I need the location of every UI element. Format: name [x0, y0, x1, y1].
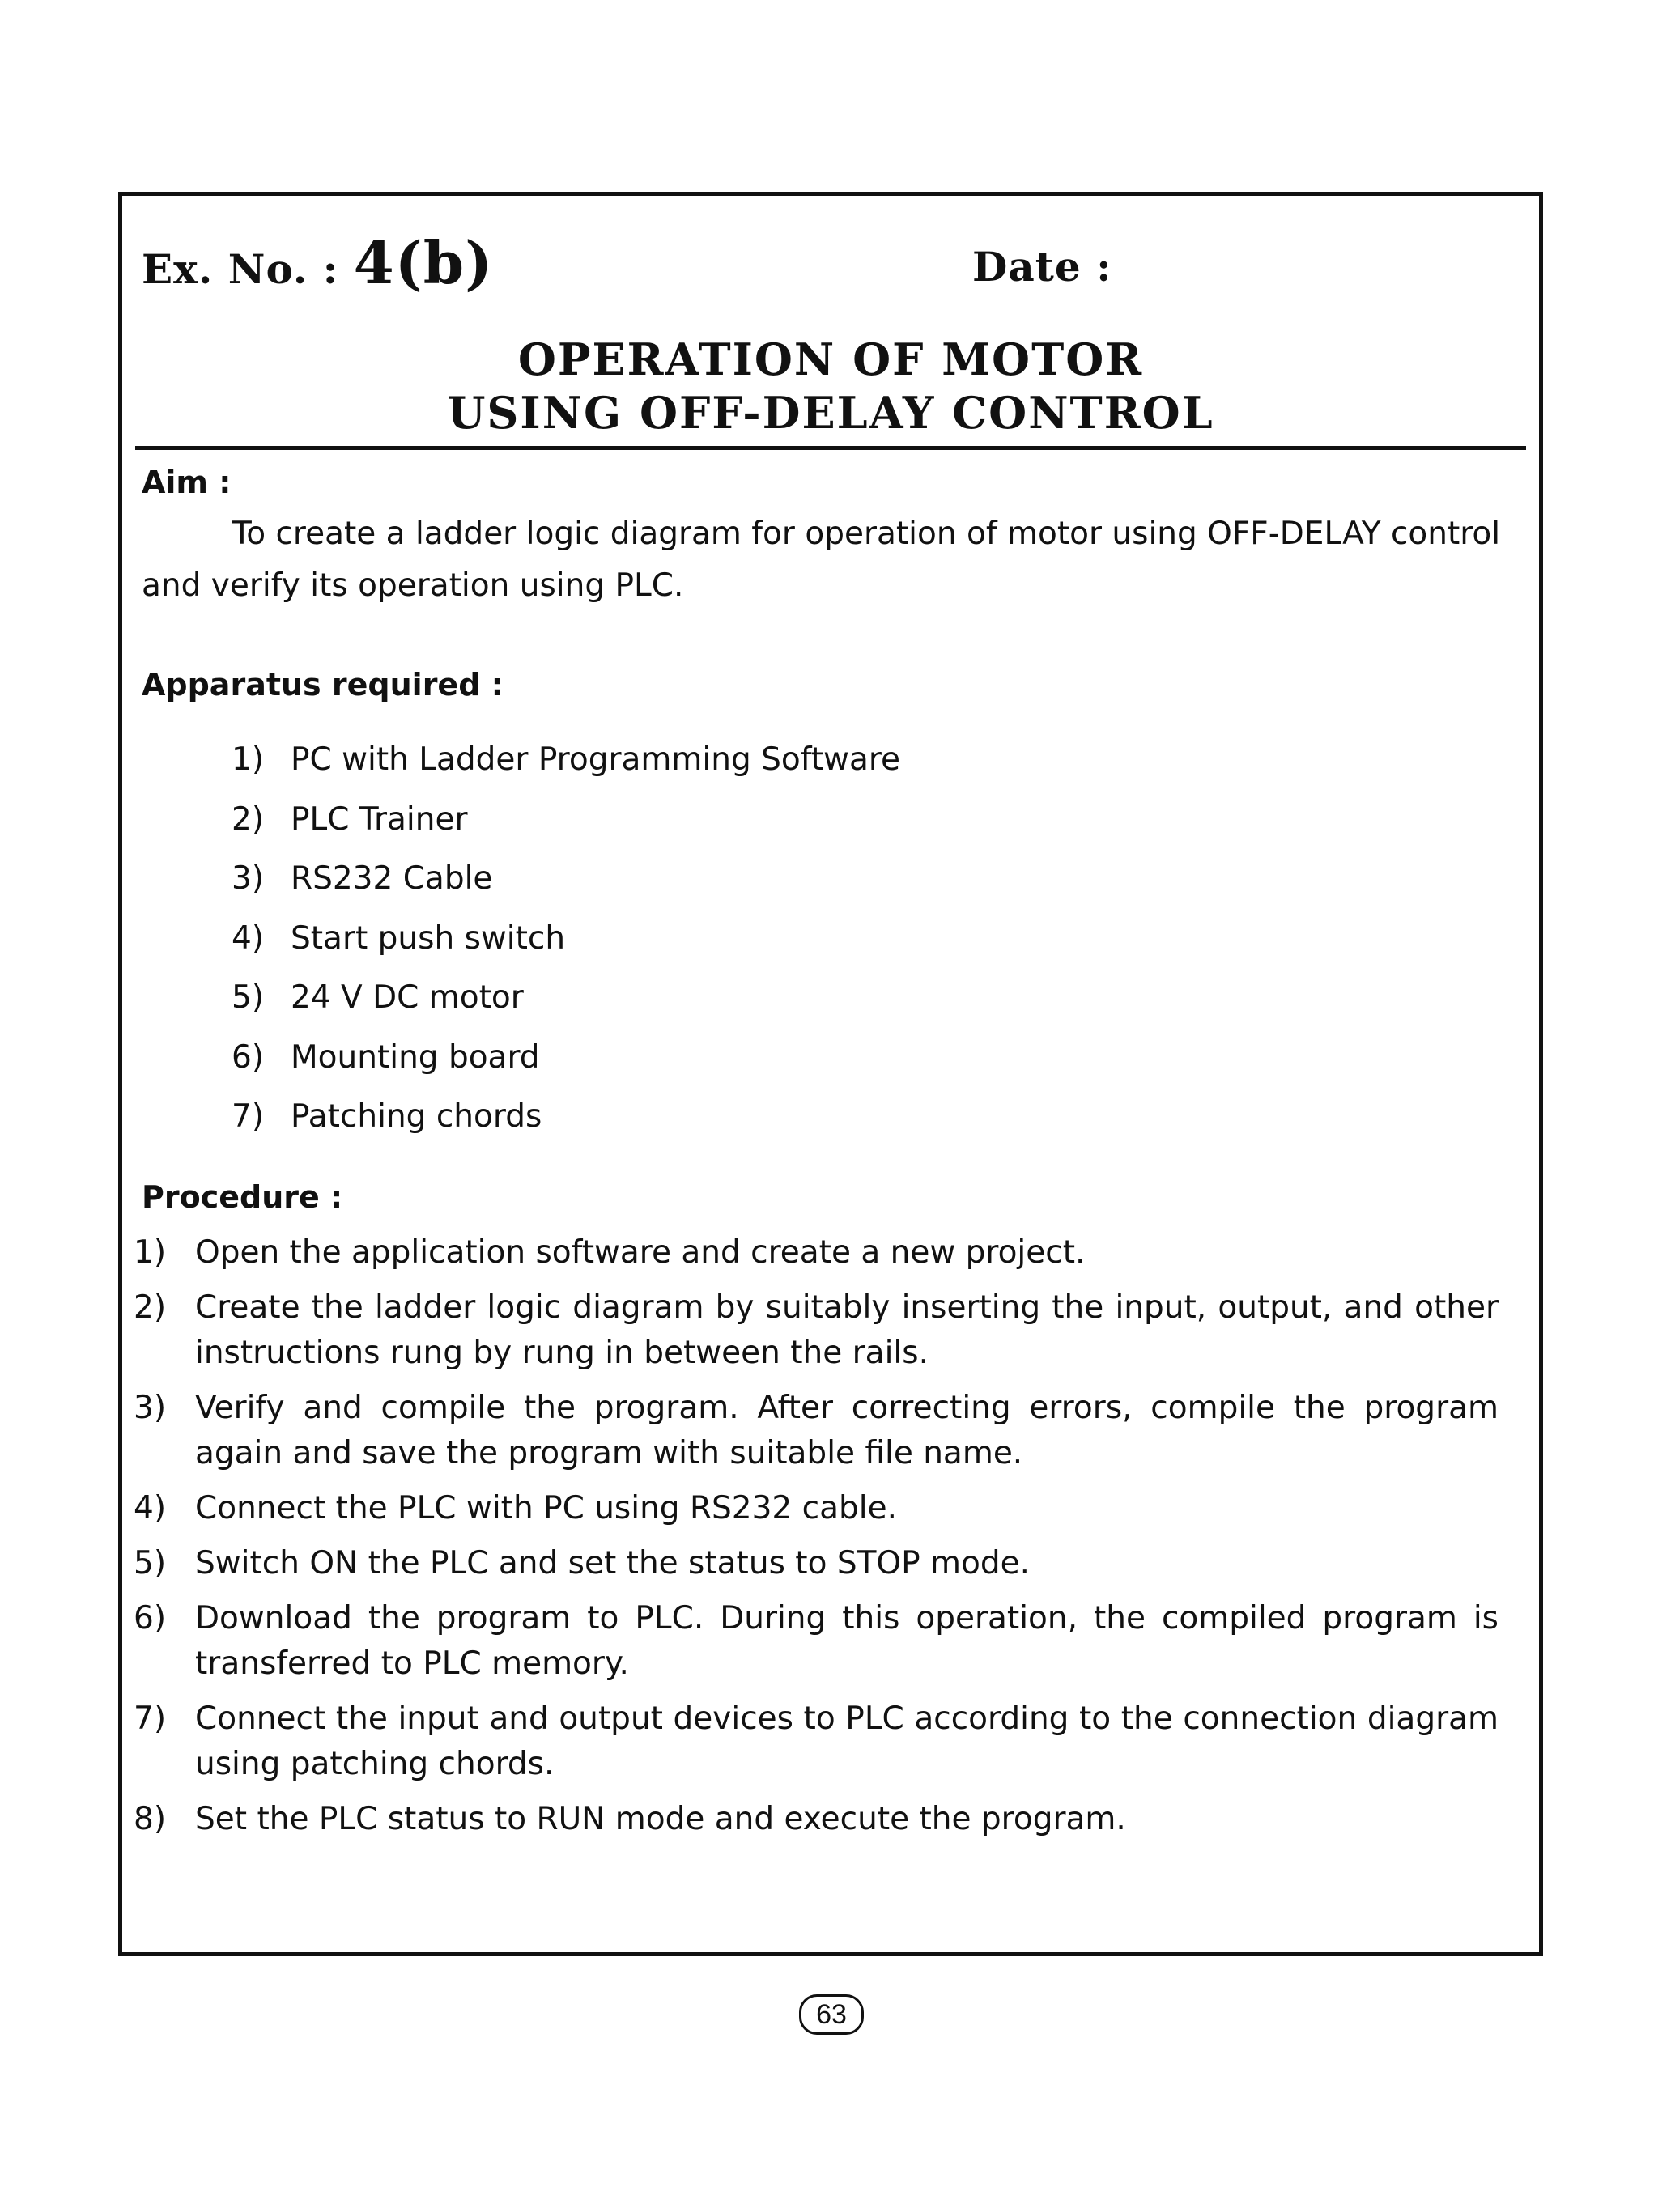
step-index: 1) — [134, 1234, 167, 1271]
list-item — [232, 1087, 900, 1147]
list-item-text: RS232 Cable — [291, 860, 493, 898]
apparatus-heading: Apparatus required : — [142, 667, 504, 703]
title-divider — [135, 446, 1526, 450]
list-item-index: 4) — [232, 919, 265, 957]
step-text: Connect the PLC with PC using RS232 cable. — [195, 1490, 897, 1526]
date-label: Date : — [972, 243, 1112, 291]
procedure-heading: Procedure : — [142, 1179, 343, 1215]
list-item-index: 7) — [232, 1098, 265, 1136]
procedure-step — [122, 1797, 1499, 1842]
procedure-step — [122, 1696, 1499, 1787]
list-item-text: Start push switch — [291, 919, 566, 957]
step-text: Verify and compile the program. After correcting errors, compile the program again and save the program with suitable file name. — [195, 1390, 1499, 1471]
exercise-number — [142, 228, 493, 297]
list-item — [232, 849, 900, 909]
step-index: 6) — [134, 1600, 167, 1637]
procedure-step — [122, 1230, 1499, 1276]
procedure-step — [122, 1285, 1499, 1376]
step-index: 4) — [134, 1490, 167, 1526]
step-index: 3) — [134, 1390, 167, 1426]
aim-text: To create a ladder logic diagram for operation of motor using OFF-DELAY control and verify its operation using PLC. — [142, 516, 1501, 604]
procedure-step — [122, 1596, 1499, 1687]
step-index: 7) — [134, 1700, 167, 1737]
procedure-step — [122, 1541, 1499, 1586]
procedure-list — [122, 1230, 1499, 1852]
step-index: 8) — [134, 1801, 167, 1837]
list-item-text: Mounting board — [291, 1038, 540, 1076]
exercise-number-value: 4(b) — [353, 228, 494, 297]
list-item-text: PLC Trainer — [291, 800, 468, 838]
list-item-index: 2) — [232, 800, 265, 838]
list-item-text: PC with Ladder Programming Software — [291, 741, 901, 779]
step-text: Create the ladder logic diagram by suitably inserting the input, output, and other instructions rung by rung in between the rails. — [195, 1289, 1499, 1371]
step-text: Set the PLC status to RUN mode and execute the program. — [195, 1801, 1126, 1837]
list-item — [232, 730, 900, 790]
step-text: Download the program to PLC. During this operation, the compiled program is transferred to PLC memory. — [195, 1600, 1499, 1682]
list-item — [232, 968, 900, 1028]
step-index: 2) — [134, 1289, 167, 1326]
step-text: Connect the input and output devices to PLC according to the connection diagram using patching chords. — [195, 1700, 1499, 1782]
exercise-label: Ex. No. : — [142, 245, 354, 293]
page-frame — [118, 192, 1543, 1956]
apparatus-list — [232, 730, 900, 1147]
list-item-index: 6) — [232, 1038, 265, 1076]
page-title-line-2: USING OFF-DELAY CONTROL — [447, 387, 1214, 439]
procedure-step — [122, 1486, 1499, 1531]
list-item-index: 3) — [232, 860, 265, 898]
procedure-step — [122, 1386, 1499, 1476]
step-text: Switch ON the PLC and set the status to STOP mode. — [195, 1545, 1031, 1582]
aim-heading: Aim : — [142, 465, 232, 500]
list-item-index: 5) — [232, 979, 265, 1017]
list-item — [232, 1028, 900, 1088]
list-item-index: 1) — [232, 741, 265, 779]
step-index: 5) — [134, 1545, 167, 1582]
page-number: 63 — [799, 1994, 864, 2035]
list-item — [232, 909, 900, 969]
list-item-text: Patching chords — [291, 1098, 542, 1136]
step-text: Open the application software and create a new project. — [195, 1234, 1086, 1271]
list-item-text: 24 V DC motor — [291, 979, 524, 1017]
page-title-line-1: OPERATION OF MOTOR — [517, 333, 1144, 385]
list-item — [232, 790, 900, 850]
